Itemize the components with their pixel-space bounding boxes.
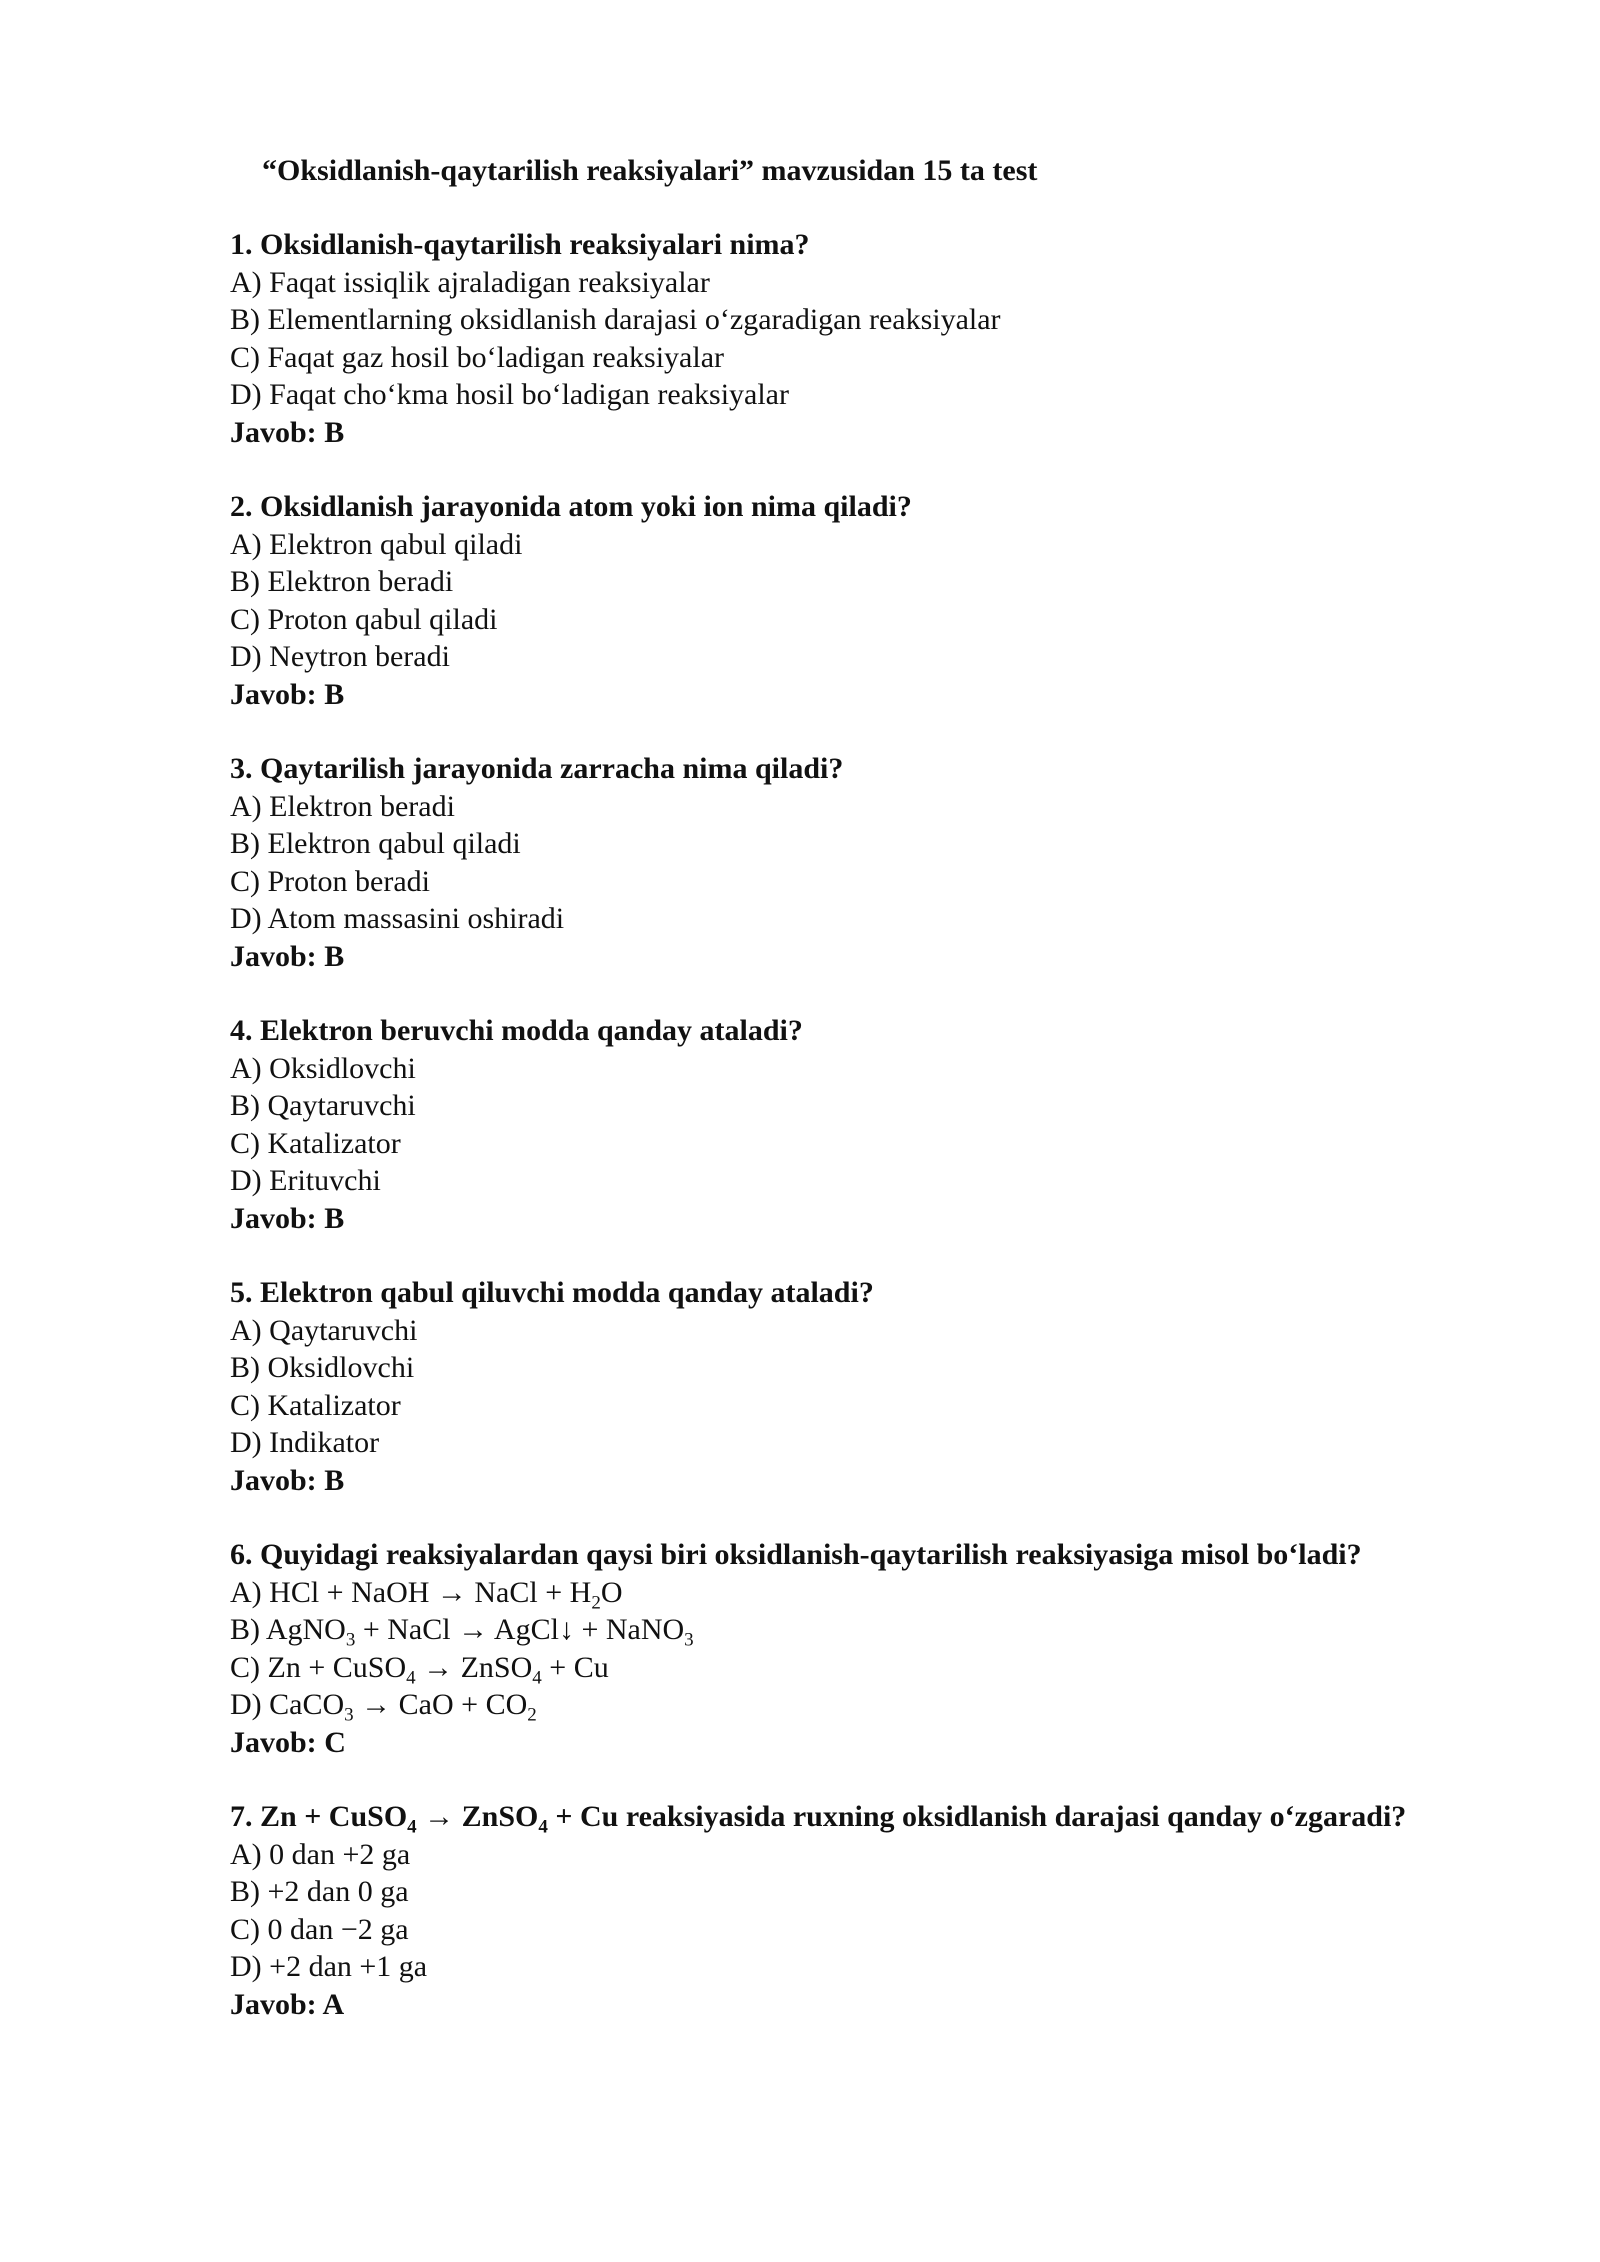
question-number: 7. [230,1800,253,1833]
text-segment: C) Katalizator [230,1126,401,1160]
text-segment: C) 0 dan −2 ga [230,1912,409,1946]
answer-option [230,825,1530,863]
question-text [230,1274,1530,1312]
answer-option [230,1649,1530,1687]
answer-label: Javob: [230,415,325,449]
text-segment: A) 0 dan +2 ga [230,1837,411,1871]
answer-option [230,638,1530,676]
question-text [230,750,1530,788]
question-number: 2. [230,490,253,523]
answer-option [230,1312,1530,1350]
text-segment: Elektron qabul qiluvchi modda qanday ataladi? [260,1276,874,1309]
text-segment: B) AgNO [230,1613,346,1646]
answer-option [230,1087,1530,1125]
question-block [230,226,1530,451]
text-segment: Qaytarilish jarayonida zarracha nima qiladi? [260,752,844,785]
text-segment: O [600,1575,623,1609]
answer-label: Javob: [230,1725,325,1759]
answer-option [230,264,1530,302]
question-text [230,226,1530,264]
answer-label: Javob: [230,1201,325,1235]
answer-option [230,339,1530,377]
question-block [230,1012,1530,1237]
subscript: 4 [406,1667,416,1689]
text-segment: B) Qaytaruvchi [230,1089,416,1122]
question-list [230,226,1530,2060]
answer-option [230,1873,1530,1911]
answer-option [230,1424,1530,1462]
question-text [230,1798,1530,1836]
text-segment: C) Katalizator [230,1388,401,1422]
answer-letter: B [324,1463,345,1497]
correct-answer [230,676,1530,714]
subscript: 4 [538,1816,548,1838]
text-segment: Oksidlanish-qaytarilish reaksiyalari nima? [260,228,810,261]
answer-letter: B [324,939,345,973]
question-block [230,1798,1530,2023]
answer-option [230,601,1530,639]
text-segment: D) Indikator [230,1426,380,1459]
answer-option [230,1686,1530,1724]
correct-answer [230,1200,1530,1238]
text-segment: D) Erituvchi [230,1164,381,1197]
text-segment: D) CaCO [230,1688,345,1721]
text-segment: D) Atom massasini oshiradi [230,902,565,935]
text-segment: C) Faqat gaz hosil bo‘ladigan reaksiyalar [230,340,725,374]
text-segment: D) +2 dan +1 ga [230,1950,428,1983]
answer-letter: A [322,1987,345,2021]
text-segment: A) Faqat issiqlik ajraladigan reaksiyalar [230,265,710,299]
subscript: 2 [591,1592,601,1614]
subscript: 4 [532,1667,542,1689]
question-block [230,488,1530,713]
answer-option [230,526,1530,564]
text-segment: → ZnSO [416,1800,539,1833]
subscript: 3 [345,1629,356,1651]
question-number: 1. [230,228,253,261]
answer-option [230,1611,1530,1649]
text-segment: Elektron beruvchi modda qanday ataladi? [260,1014,803,1047]
text-segment: + Cu [541,1650,609,1684]
answer-label: Javob: [230,1987,323,2021]
subscript: 3 [344,1704,354,1726]
subscript: 4 [407,1816,417,1838]
text-segment: A) Qaytaruvchi [230,1313,418,1347]
answer-option [230,563,1530,601]
answer-label: Javob: [230,939,325,973]
text-segment: A) HCl + NaOH → NaCl + H [230,1575,592,1609]
text-segment: B) +2 dan 0 ga [230,1875,409,1908]
answer-option [230,1836,1530,1874]
text-segment: + NaCl → AgCl↓ + NaNO [355,1613,685,1646]
text-segment: + Cu reaksiyasida ruxning oksidlanish darajasi qanday o‘zgaradi? [547,1800,1407,1833]
text-segment: B) Elementlarning oksidlanish darajasi o‘zgaradigan reaksiyalar [230,303,1001,336]
question-text [230,1536,1530,1574]
answer-option [230,788,1530,826]
correct-answer [230,414,1530,452]
document-title: “Oksidlanish-qaytarilish reaksiyalari” mavzusidan 15 ta test [262,154,1038,187]
text-segment: B) Elektron beradi [230,565,454,598]
answer-option [230,1162,1530,1200]
question-block [230,750,1530,975]
answer-option [230,301,1530,339]
answer-letter: B [324,677,345,711]
text-segment: → ZnSO [415,1650,533,1684]
answer-option [230,1349,1530,1387]
text-segment: D) Neytron beradi [230,640,450,673]
answer-option [230,1948,1530,1986]
correct-answer [230,1724,1530,1762]
text-segment: A) Oksidlovchi [230,1051,416,1085]
question-text [230,488,1530,526]
text-segment: A) Elektron beradi [230,789,455,823]
answer-letter: B [324,415,345,449]
correct-answer [230,1462,1530,1500]
question-text [230,1012,1530,1050]
text-segment: C) Proton beradi [230,864,430,898]
answer-label: Javob: [230,1463,325,1497]
answer-option [230,1050,1530,1088]
text-segment: B) Elektron qabul qiladi [230,827,521,860]
text-segment: A) Elektron qabul qiladi [230,527,523,561]
text-segment: → CaO + CO [353,1688,528,1721]
answer-option [230,376,1530,414]
answer-option [230,1387,1530,1425]
answer-option [230,1911,1530,1949]
answer-option [230,1125,1530,1163]
answer-letter: C [324,1725,346,1759]
answer-option [230,900,1530,938]
text-segment: Oksidlanish jarayonida atom yoki ion nima qiladi? [260,490,912,523]
text-segment: C) Zn + CuSO [230,1650,407,1684]
text-segment: Zn + CuSO [260,1800,408,1833]
question-number: 3. [230,752,253,785]
correct-answer [230,1986,1530,2024]
answer-option [230,863,1530,901]
text-segment: D) Faqat cho‘kma hosil bo‘ladigan reaksiyalar [230,378,789,411]
question-number: 5. [230,1276,253,1309]
question-block [230,1274,1530,1499]
answer-label: Javob: [230,677,325,711]
correct-answer [230,938,1530,976]
question-number: 6. [230,1538,253,1571]
question-number: 4. [230,1014,253,1047]
answer-letter: B [324,1201,345,1235]
subscript: 3 [684,1629,694,1651]
subscript: 2 [527,1704,537,1726]
answer-option [230,1574,1530,1612]
text-segment: C) Proton qabul qiladi [230,602,498,636]
text-segment: Quyidagi reaksiyalardan qaysi biri oksidlanish-qaytarilish reaksiyasiga misol bo‘ladi? [260,1538,1362,1571]
text-segment: B) Oksidlovchi [230,1351,415,1384]
question-block [230,1536,1530,1761]
